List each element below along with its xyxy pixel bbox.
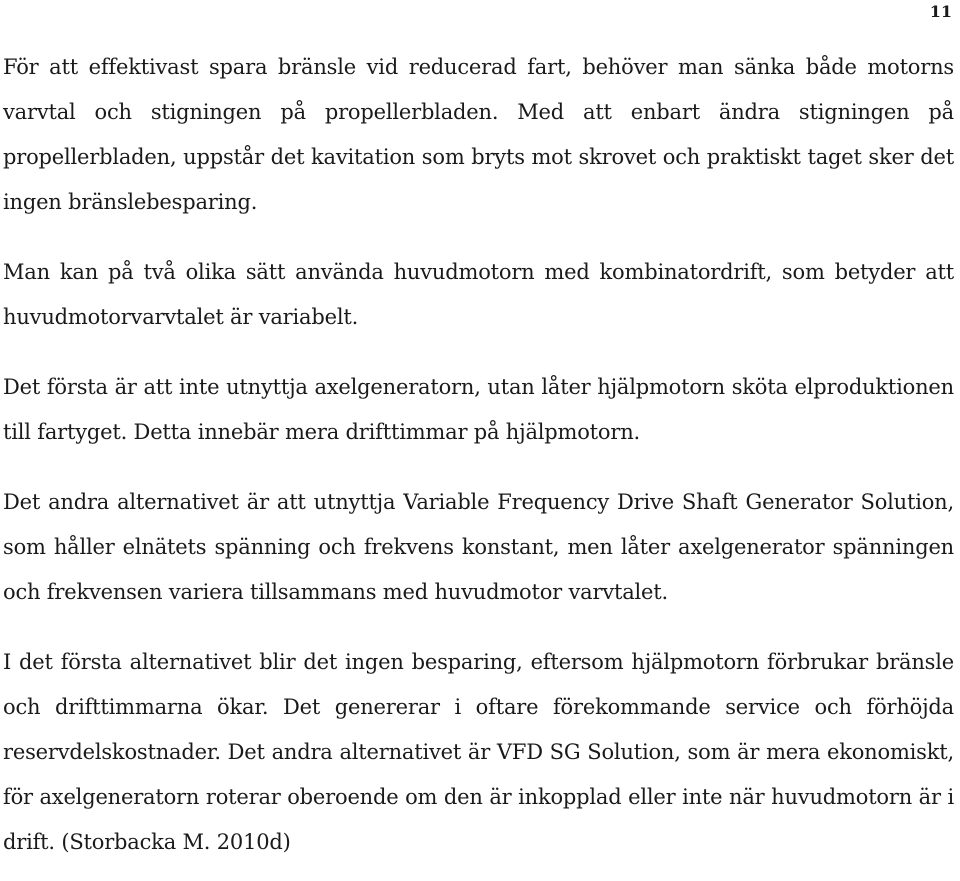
document-body (3, 45, 954, 865)
page-number: 11 (929, 2, 952, 21)
paragraph-comparison: I det första alternativet blir det ingen besparing, eftersom hjälpmotorn förbrukar bränsle och drifttimmarna ökar. Det genererar i oftare förekommande service och förhöjda reservdelskostnader. Det andra alternativet är VFD SG Solution, som är mera ekonomiskt, för axelgeneratorn roterar oberoende om den är inkopplad eller inte när huvudmotorn är i drift. (Storbacka M. 2010d) (3, 650, 954, 854)
paragraph-first-option: Det första är att inte utnyttja axelgeneratorn, utan låter hjälpmotorn sköta elproduktionen till fartyget. Detta innebär mera drifttimmar på hjälpmotorn. (3, 375, 954, 444)
paragraph-second-option: Det andra alternativet är att utnyttja Variable Frequency Drive Shaft Generator Solution, som håller elnätets spänning och frekvens konstant, men låter axelgenerator spänningen och frekvensen variera tillsammans med huvudmotor varvtalet. (3, 490, 954, 604)
paragraph-combinator-drive: Man kan på två olika sätt använda huvudmotorn med kombinatordrift, som betyder att huvudmotorvarvtalet är variabelt. (3, 260, 954, 329)
paragraph-fuel-saving: För att effektivast spara bränsle vid reducerad fart, behöver man sänka både motorns varvtal och stigningen på propellerbladen. Med att enbart ändra stigningen på propellerbladen, uppstår det kavitation som bryts mot skrovet och praktiskt taget sker det ingen bränslebesparing. (3, 55, 954, 214)
